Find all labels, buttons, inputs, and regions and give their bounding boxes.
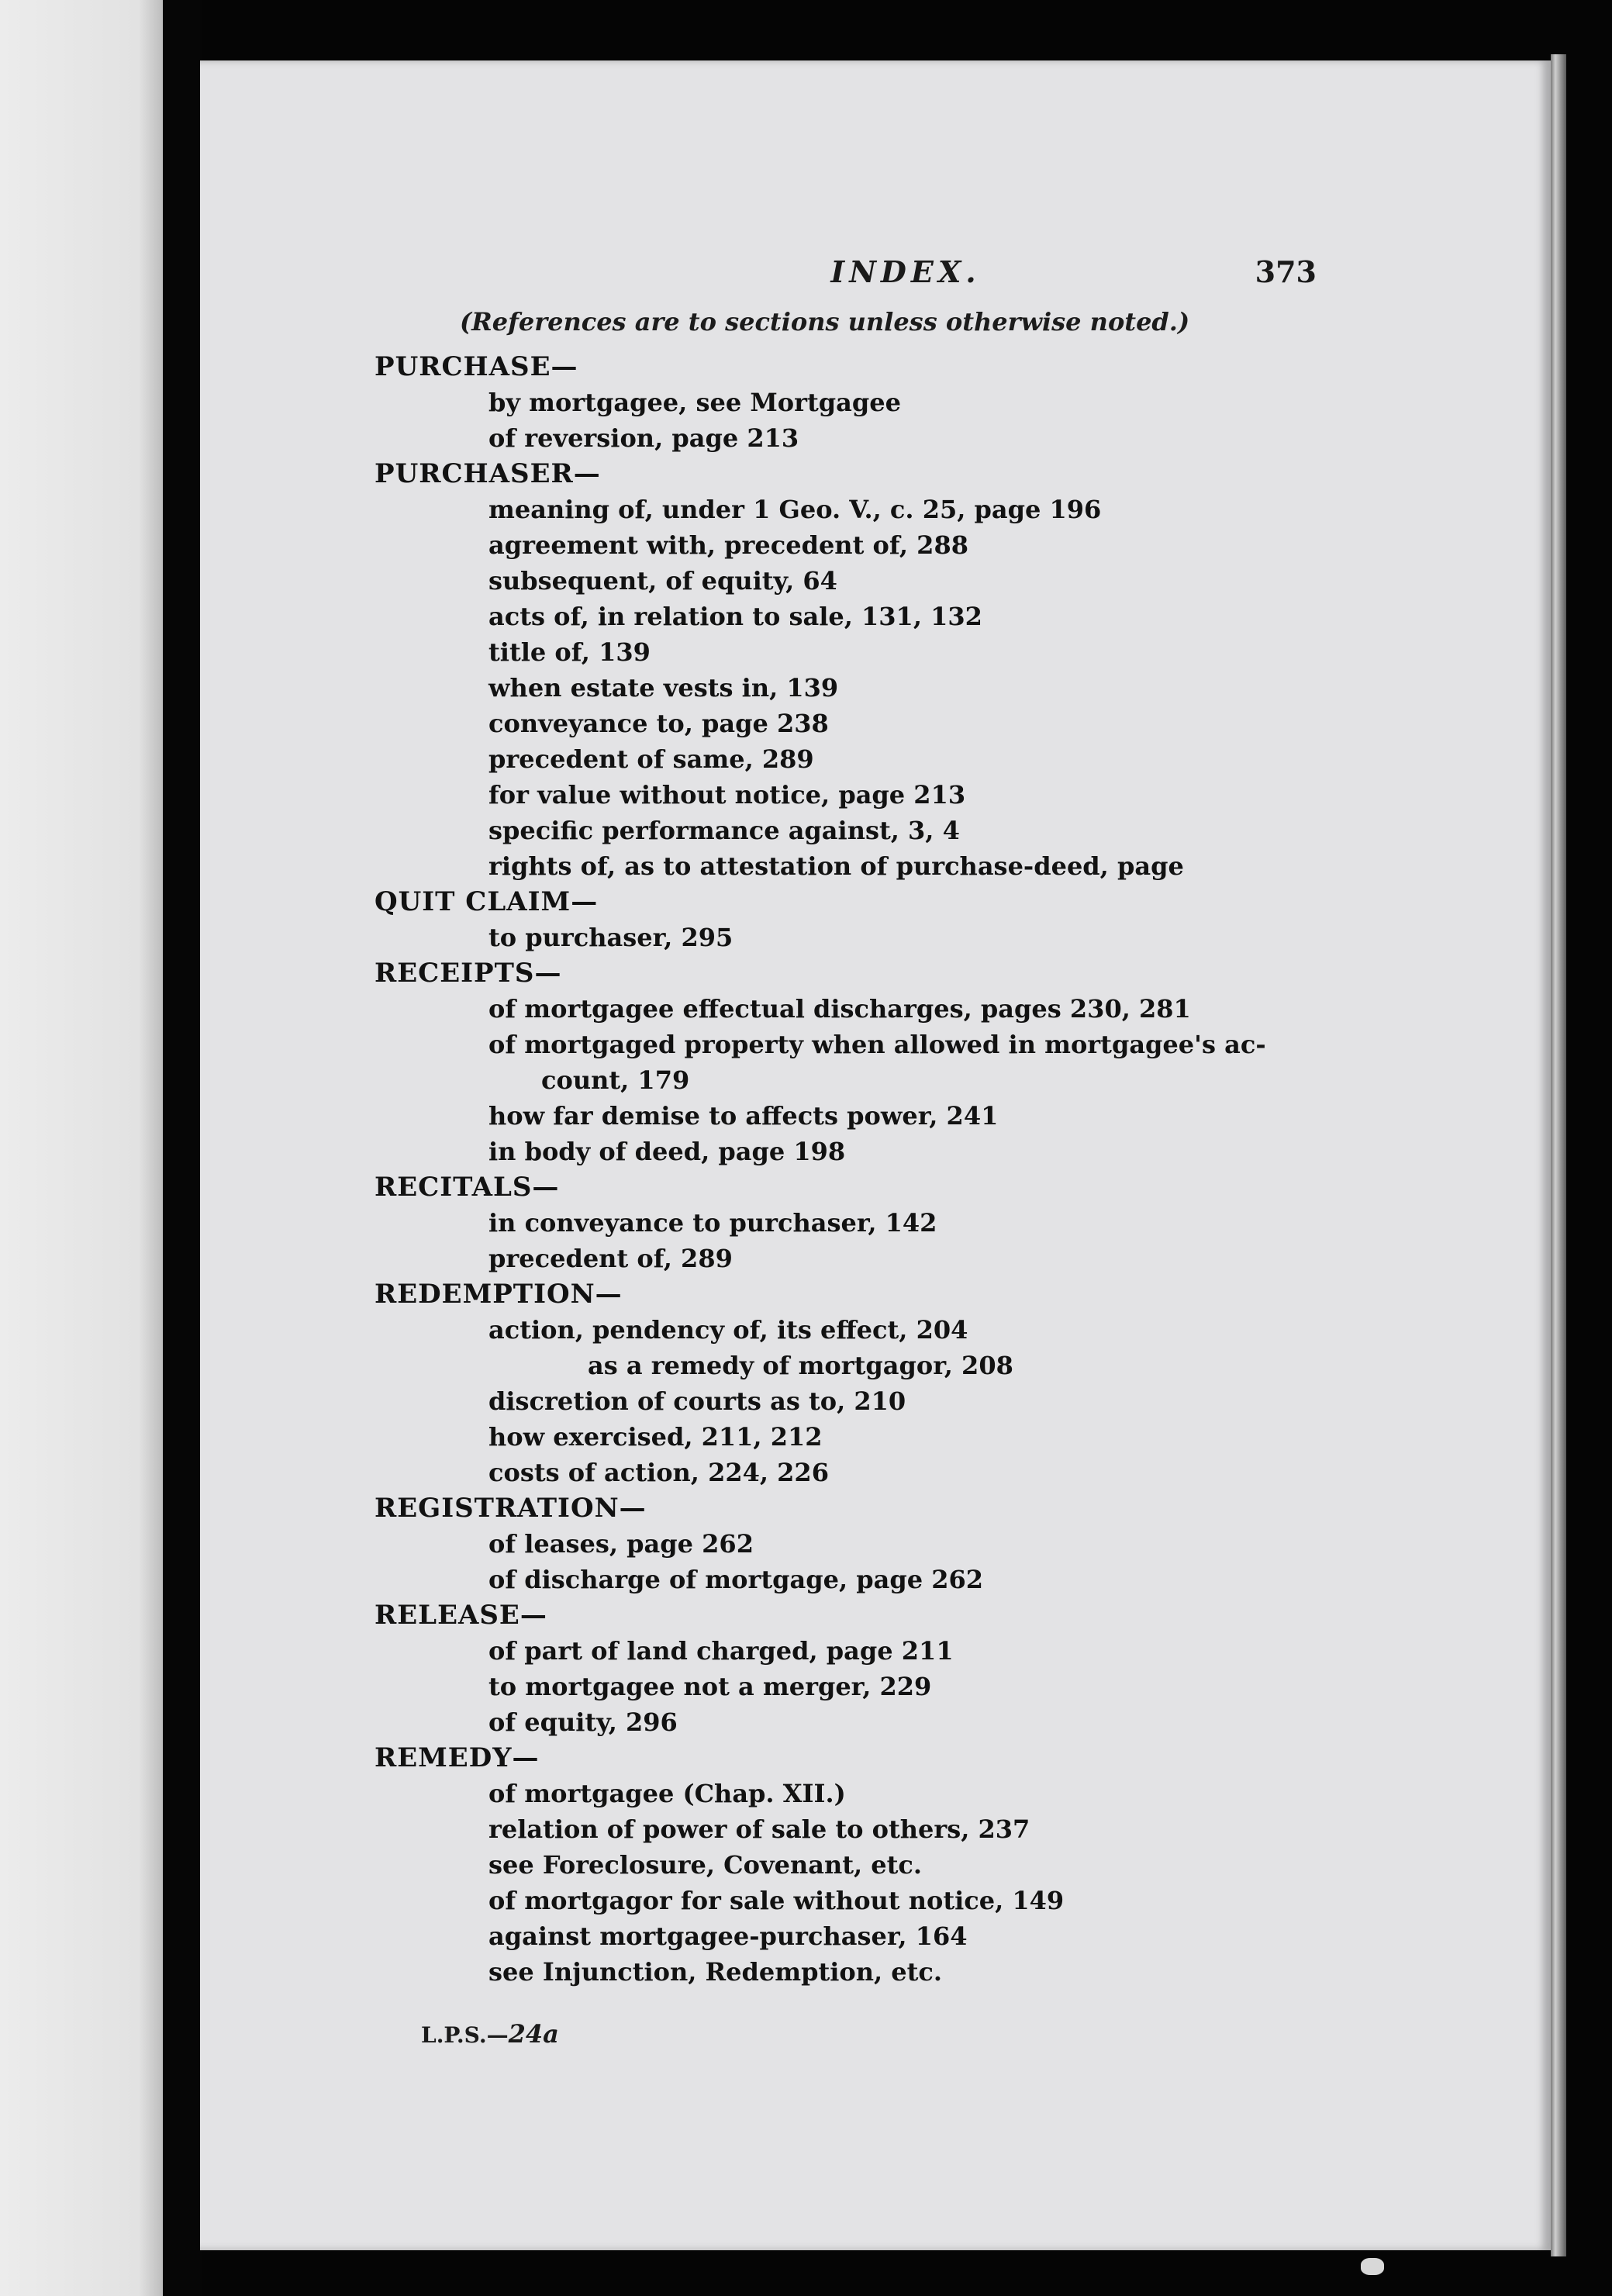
index-subentry: by mortgagee, see Mortgagee — [488, 388, 901, 417]
index-heading: PURCHASE— — [375, 351, 578, 382]
index-subentry: of part of land charged, page 211 — [488, 1636, 954, 1666]
index-subentry: see Injunction, Redemption, etc. — [488, 1957, 943, 1987]
index-subentry: precedent of same, 289 — [488, 744, 814, 774]
index-subentry: subsequent, of equity, 64 — [488, 566, 837, 596]
signature-letters: L.P.S. — [421, 2022, 487, 2048]
index-subentry: precedent of, 289 — [488, 1244, 733, 1273]
index-subentry: discretion of courts as to, 210 — [488, 1386, 906, 1416]
index-subentry: of mortgaged property when allowed in mortgagee's ac- — [488, 1030, 1266, 1059]
index-subentry: agreement with, precedent of, 288 — [488, 530, 968, 560]
index-subentry: of leases, page 262 — [488, 1529, 754, 1559]
signature-sheet: 24a — [508, 2019, 559, 2049]
index-subentry: count, 179 — [541, 1065, 690, 1095]
index-heading: PURCHASER— — [375, 458, 601, 489]
page-header — [200, 254, 1551, 301]
index-subentry: of mortgagee (Chap. XII.) — [488, 1779, 846, 1808]
index-heading: REMEDY— — [375, 1742, 540, 1773]
index-subentry: of reversion, page 213 — [488, 423, 799, 453]
index-heading: RECITALS— — [375, 1172, 560, 1203]
index-subentry: conveyance to, page 238 — [488, 709, 829, 738]
page-number: 373 — [1255, 254, 1317, 289]
index-subentry: costs of action, 224, 226 — [488, 1458, 829, 1487]
index-subentry: title of, 139 — [488, 637, 651, 667]
signature-mark — [421, 2019, 559, 2058]
index-subentry: how exercised, 211, 212 — [488, 1422, 823, 1452]
index-subentry: specific performance against, 3, 4 — [488, 816, 960, 845]
running-head: INDEX. — [830, 254, 981, 289]
index-subentry: relation of power of sale to others, 237 — [488, 1814, 1030, 1844]
index-heading: REDEMPTION— — [375, 1279, 623, 1310]
index-subentry: to mortgagee not a merger, 229 — [488, 1672, 932, 1701]
index-subentry: for value without notice, page 213 — [488, 780, 966, 810]
index-subentry: of discharge of mortgage, page 262 — [488, 1565, 984, 1594]
index-page — [200, 60, 1551, 2250]
index-heading: RECEIPTS— — [375, 958, 562, 989]
index-subentry: of mortgagor for sale without notice, 149 — [488, 1886, 1065, 1915]
references-note: (References are to sections unless otherwise noted.) — [460, 307, 1190, 337]
index-subentry: of mortgagee effectual discharges, pages 230, 281 — [488, 994, 1191, 1024]
index-heading: QUIT CLAIM— — [375, 886, 599, 917]
index-subentry: in body of deed, page 198 — [488, 1137, 846, 1166]
index-subentry: in conveyance to purchaser, 142 — [488, 1208, 937, 1238]
index-entries — [200, 349, 1551, 1990]
index-subentry: of equity, 296 — [488, 1707, 678, 1737]
index-subentry: acts of, in relation to sale, 131, 132 — [488, 602, 982, 631]
index-heading: REGISTRATION— — [375, 1493, 647, 1524]
book-gutter — [163, 0, 202, 2296]
index-subentry: against mortgagee-purchaser, 164 — [488, 1921, 968, 1951]
index-heading: RELEASE— — [375, 1600, 547, 1631]
scan-smudge — [1361, 2258, 1384, 2275]
index-subentry: when estate vests in, 139 — [488, 673, 839, 703]
index-subentry: meaning of, under 1 Geo. V., c. 25, page 196 — [488, 495, 1102, 524]
facing-page-edge — [0, 0, 163, 2296]
page-fore-edge — [1551, 54, 1566, 2256]
index-subentry: to purchaser, 295 — [488, 923, 734, 952]
index-subentry: as a remedy of mortgagor, 208 — [588, 1351, 1013, 1380]
index-subentry: how far demise to affects power, 241 — [488, 1101, 999, 1131]
index-subentry: see Foreclosure, Covenant, etc. — [488, 1850, 923, 1880]
index-subentry: action, pendency of, its effect, 204 — [488, 1315, 968, 1345]
index-subentry: rights of, as to attestation of purchase-deed, page — [488, 851, 1184, 881]
signature-dash: — — [486, 2022, 509, 2048]
